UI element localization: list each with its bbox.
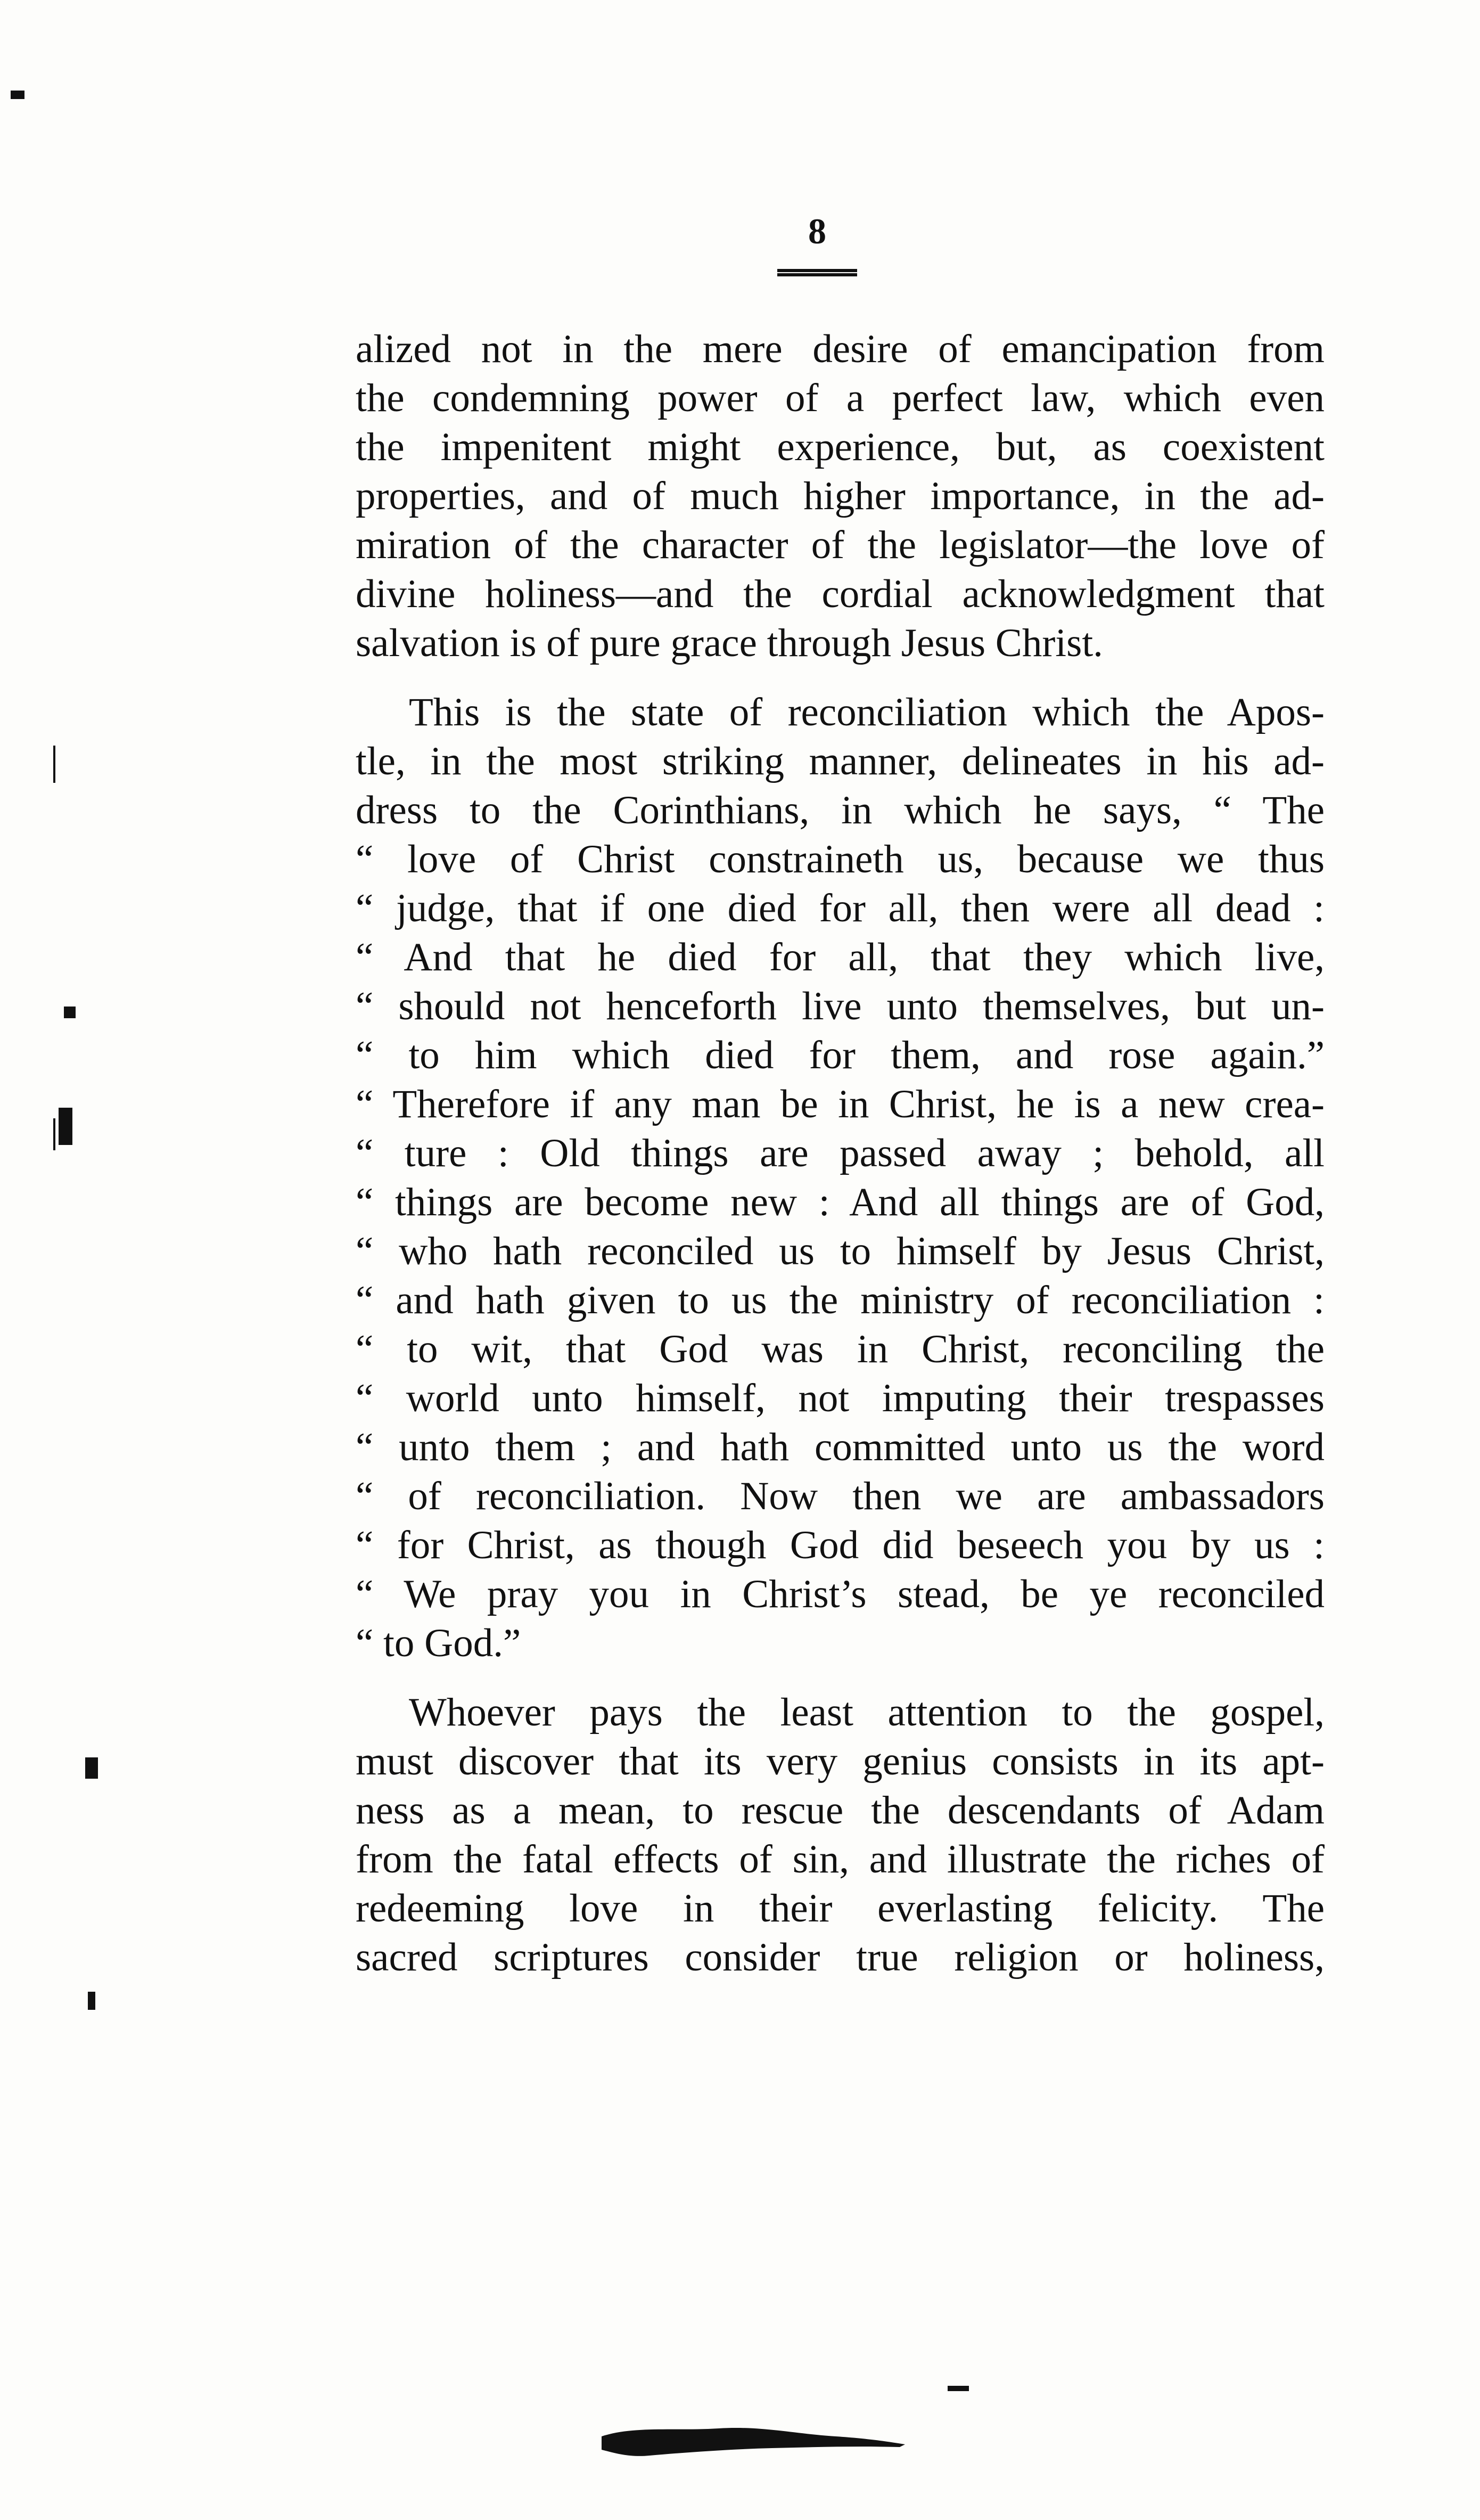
ink-smudge xyxy=(602,2420,905,2458)
text-line: the condemning power of a perfect law, which even xyxy=(356,376,1325,420)
scan-speck xyxy=(88,1992,95,2010)
text-line: “ judge, that if one died for all, then were all dead : xyxy=(356,886,1325,930)
text-line: “ ture : Old things are passed away ; behold, all xyxy=(356,1131,1325,1175)
text-line: “ unto them ; and hath committed unto us the word xyxy=(356,1425,1325,1469)
body-text xyxy=(356,325,1325,2002)
text-line: sacred scriptures consider true religion or holiness, xyxy=(356,1935,1325,1979)
text-line: “ of reconciliation. Now then we are ambassadors xyxy=(356,1474,1325,1518)
text-line: must discover that its very genius consists in its apt- xyxy=(356,1739,1325,1783)
text-line: Whoever pays the least attention to the gospel, xyxy=(409,1690,1325,1734)
scan-speck xyxy=(59,1108,72,1145)
page-number: 8 xyxy=(808,211,826,251)
text-line: “ to wit, that God was in Christ, reconciling the xyxy=(356,1327,1325,1371)
scan-speck xyxy=(85,1757,98,1779)
text-line: ness as a mean, to rescue the descendants of Adam xyxy=(356,1788,1325,1832)
text-line: from the fatal effects of sin, and illustrate the riches of xyxy=(356,1837,1325,1881)
text-line: “ things are become new : And all things are of God, xyxy=(356,1180,1325,1224)
paragraph-2 xyxy=(356,688,1325,1668)
text-line: tle, in the most striking manner, delineates in his ad- xyxy=(356,739,1325,783)
text-line: divine holiness—and the cordial acknowledgment that xyxy=(356,572,1325,616)
scan-speck xyxy=(948,2386,969,2391)
text-line: “ Therefore if any man be in Christ, he is a new crea- xyxy=(356,1082,1325,1126)
scan-speck xyxy=(11,91,24,99)
scan-speck xyxy=(64,1007,76,1018)
text-line: properties, and of much higher importance, in the ad- xyxy=(356,474,1325,518)
text-line: “ to God.” xyxy=(356,1621,521,1665)
text-line: “ and hath given to us the ministry of reconciliation : xyxy=(356,1278,1325,1322)
text-line: alized not in the mere desire of emancipation from xyxy=(356,327,1325,371)
text-line: miration of the character of the legislator—the love of xyxy=(356,523,1325,567)
text-line: salvation is of pure grace through Jesus Christ. xyxy=(356,621,1103,665)
text-line: “ world unto himself, not imputing their trespasses xyxy=(356,1376,1325,1420)
scan-speck xyxy=(53,746,55,783)
text-line: redeeming love in their everlasting felicity. The xyxy=(356,1886,1325,1930)
text-line: “ to him which died for them, and rose again.” xyxy=(356,1033,1325,1077)
scan-speck xyxy=(53,1118,55,1150)
text-line: “ We pray you in Christ’s stead, be ye reconciled xyxy=(356,1572,1325,1616)
text-line: “ And that he died for all, that they which live, xyxy=(356,935,1325,979)
paragraph-3 xyxy=(356,1688,1325,1982)
text-line: dress to the Corinthians, in which he says, “ The xyxy=(356,788,1325,832)
text-line: “ for Christ, as though God did beseech you by us : xyxy=(356,1523,1325,1567)
double-rule-ornament xyxy=(777,269,857,276)
paragraph-1 xyxy=(356,325,1325,668)
text-line: “ love of Christ constraineth us, because we thus xyxy=(356,837,1325,881)
text-line: “ should not henceforth live unto themselves, but un- xyxy=(356,984,1325,1028)
text-line: the impenitent might experience, but, as coexistent xyxy=(356,425,1325,469)
text-line: “ who hath reconciled us to himself by Jesus Christ, xyxy=(356,1229,1325,1273)
text-line: This is the state of reconciliation which the Apos- xyxy=(409,690,1325,734)
